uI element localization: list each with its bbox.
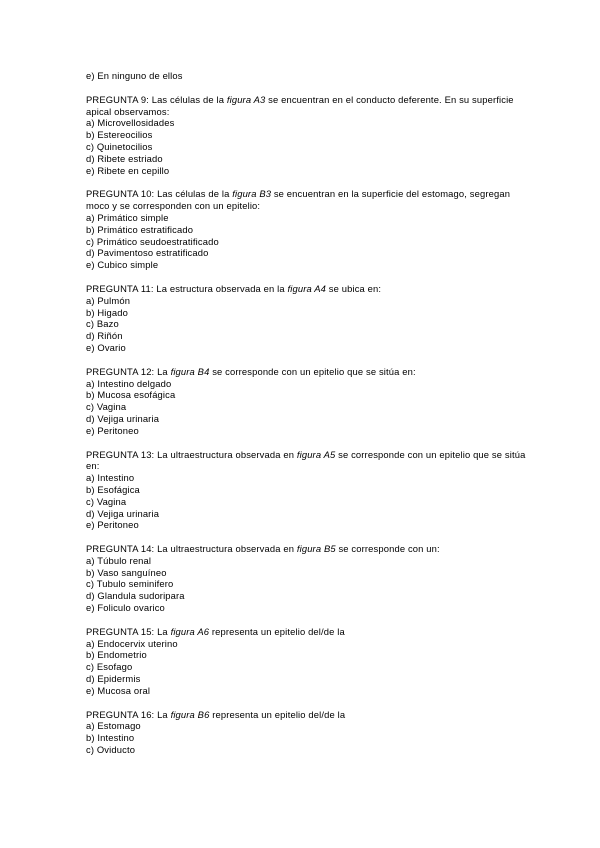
question-13 xyxy=(86,449,526,532)
answer-option: a) Pulmón xyxy=(86,294,131,306)
answer-option: e) Peritoneo xyxy=(86,424,139,436)
answer-option: b) Mucosa esofágica xyxy=(86,389,176,401)
figure-reference: figura A4 xyxy=(287,282,327,294)
answer-option: b) Vaso sanguíneo xyxy=(86,566,167,578)
previous-question-tail xyxy=(86,70,526,82)
answer-option: b) Esofágica xyxy=(86,483,140,495)
answer-option: a) Intestino delgado xyxy=(86,377,172,389)
answer-option: a) Túbulo renal xyxy=(86,554,152,566)
answer-option: b) Endometrio xyxy=(86,649,147,661)
figure-reference: figura A6 xyxy=(170,625,210,637)
answer-option: d) Vejiga urinaria xyxy=(86,507,160,519)
question-14 xyxy=(86,543,526,614)
figure-reference: figura B3 xyxy=(232,188,272,200)
question-text: PREGUNTA 16: La figura B6 representa un epitelio del/de la xyxy=(86,708,346,720)
question-text: PREGUNTA 14: La ultraestructura observada en figura B5 se corresponde con un: xyxy=(86,543,440,555)
question-10 xyxy=(86,188,526,271)
question-text: PREGUNTA 10: Las células de la figura B3 se encuentran en la superficie del estomago, segregan moco y se corresponden con un epitelio: xyxy=(86,188,511,212)
answer-option: c) Tubulo seminifero xyxy=(86,578,174,590)
exam-page xyxy=(86,70,526,768)
answer-option: b) Intestino xyxy=(86,732,135,744)
answer-option: a) Primático simple xyxy=(86,211,169,223)
answer-option: e) Foliculo ovarico xyxy=(86,602,165,614)
figure-reference: figura A5 xyxy=(296,448,336,460)
answer-option: d) Glandula sudoripara xyxy=(86,590,185,602)
answer-option: d) Riñón xyxy=(86,330,123,342)
question-16 xyxy=(86,709,526,756)
answer-option: d) Epidermis xyxy=(86,673,141,685)
answer-option: d) Vejiga urinaria xyxy=(86,412,160,424)
answer-option: a) Intestino xyxy=(86,472,135,484)
answer-option: e) Ribete en cepillo xyxy=(86,164,170,176)
question-text: PREGUNTA 9: Las células de la figura A3 se encuentran en el conducto deferente. En su superficie apical observamos: xyxy=(86,93,514,117)
answer-option: d) Ribete estriado xyxy=(86,152,163,164)
answer-option: c) Vagina xyxy=(86,495,127,507)
answer-option: b) Primático estratificado xyxy=(86,223,194,235)
answer-option: e) Ovario xyxy=(86,341,126,353)
question-15 xyxy=(86,626,526,697)
figure-reference: figura B4 xyxy=(170,365,210,377)
answer-option: e) Peritoneo xyxy=(86,519,139,531)
answer-option: a) Endocervix uterino xyxy=(86,637,178,649)
answer-option: e) En ninguno de ellos xyxy=(86,70,183,81)
answer-option: c) Primático seudoestratificado xyxy=(86,235,219,247)
answer-option: a) Microvellosidades xyxy=(86,117,175,129)
question-9 xyxy=(86,94,526,177)
question-text: PREGUNTA 11: La estructura observada en la figura A4 se ubica en: xyxy=(86,282,382,294)
answer-option: c) Esofago xyxy=(86,661,133,673)
answer-option: b) Estereocilios xyxy=(86,129,153,141)
question-text: PREGUNTA 15: La figura A6 representa un epitelio del/de la xyxy=(86,625,345,637)
answer-option: c) Vagina xyxy=(86,401,127,413)
answer-option: a) Estomago xyxy=(86,720,141,732)
figure-reference: figura A3 xyxy=(226,93,266,105)
question-11 xyxy=(86,283,526,354)
question-text: PREGUNTA 13: La ultraestructura observada en figura A5 se corresponde con un epitelio que se sitúa en: xyxy=(86,448,526,472)
answer-option: d) Pavimentoso estratificado xyxy=(86,247,209,259)
question-12 xyxy=(86,366,526,437)
question-text: PREGUNTA 12: La figura B4 se corresponde con un epitelio que se sitúa en: xyxy=(86,365,416,377)
answer-option: c) Bazo xyxy=(86,318,119,330)
answer-option: e) Cubico simple xyxy=(86,259,159,271)
figure-reference: figura B5 xyxy=(296,543,336,555)
figure-reference: figura B6 xyxy=(170,708,210,720)
answer-option: c) Oviducto xyxy=(86,744,136,756)
answer-option: c) Quinetocilios xyxy=(86,140,153,152)
answer-option: e) Mucosa oral xyxy=(86,684,151,696)
answer-option: b) Higado xyxy=(86,306,128,318)
